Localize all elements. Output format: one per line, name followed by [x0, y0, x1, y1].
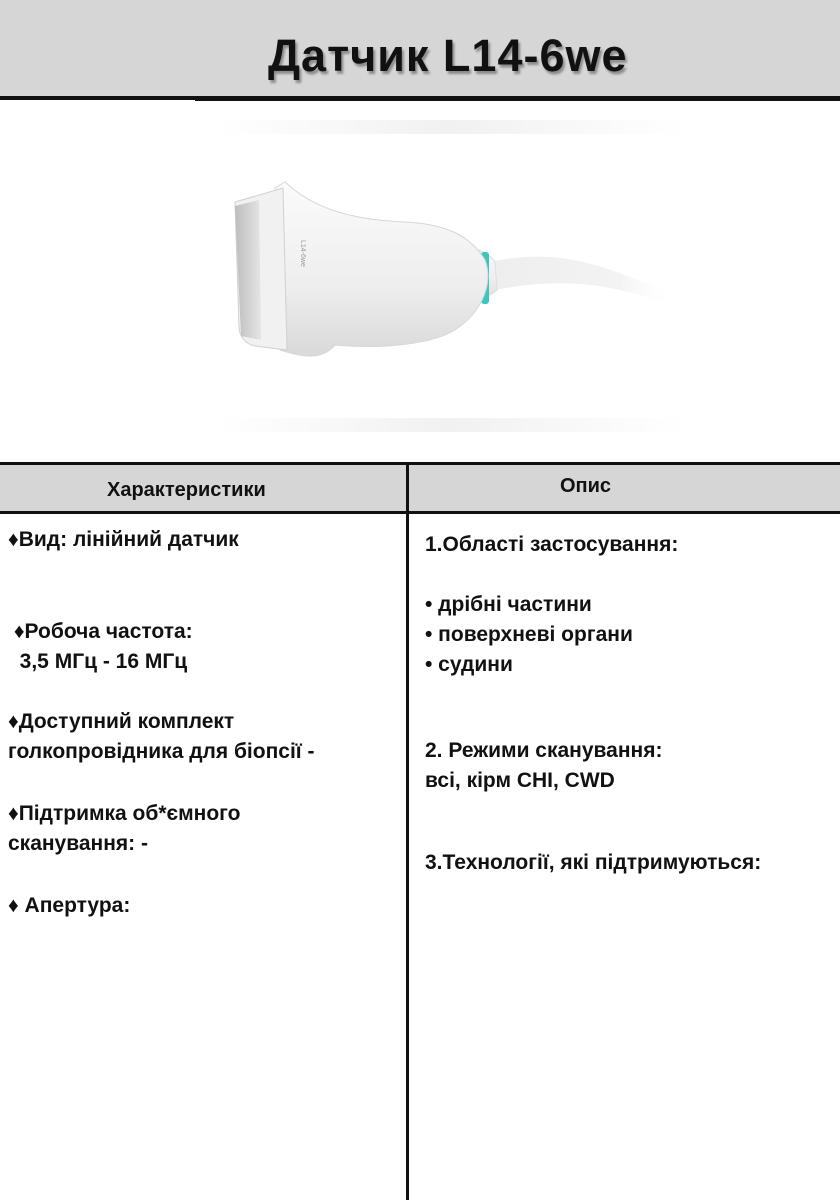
volume-scan-line-1: ♦Підтримка об*ємного — [8, 802, 241, 825]
scan-modes-title: 2. Режими сканування: — [425, 739, 663, 762]
application-area-item: • поверхневі органи — [425, 623, 633, 646]
table-header-row — [0, 465, 840, 514]
frequency-value: 3,5 МГц - 16 МГц — [8, 650, 188, 673]
image-reflection-bottom — [215, 418, 685, 432]
application-area-item: • судини — [425, 653, 513, 676]
title-underline — [195, 99, 840, 101]
page-title: Датчик L14-6we — [268, 30, 628, 81]
characteristics-column — [8, 525, 403, 921]
application-areas-title: 1.Області застосування: — [425, 533, 679, 556]
volume-scan-line-2: сканування: - — [8, 832, 148, 855]
probe-image — [205, 150, 675, 410]
svg-text:L14-6we: L14-6we — [299, 240, 306, 267]
application-area-item: • дрібні частини — [425, 593, 592, 616]
description-column — [425, 530, 840, 878]
frequency-label: ♦Робоча частота: — [8, 620, 193, 643]
biopsy-kit-line-2: голкопровідника для біопсії - — [8, 740, 315, 763]
ultrasound-linear-probe-icon — [205, 150, 675, 410]
technologies-title: 3.Технології, які підтримуються: — [425, 851, 762, 874]
image-reflection-top — [215, 120, 685, 134]
scan-modes-value: всі, кірм CHI, CWD — [425, 769, 615, 792]
aperture: ♦ Апертура: — [8, 894, 131, 917]
column-divider — [406, 462, 409, 1200]
header-description: Опис — [560, 475, 612, 497]
header-characteristics: Характеристики — [107, 479, 266, 501]
probe-type: ♦Вид: лінійний датчик — [8, 528, 239, 551]
biopsy-kit-line-1: ♦Доступний комплект — [8, 710, 235, 733]
